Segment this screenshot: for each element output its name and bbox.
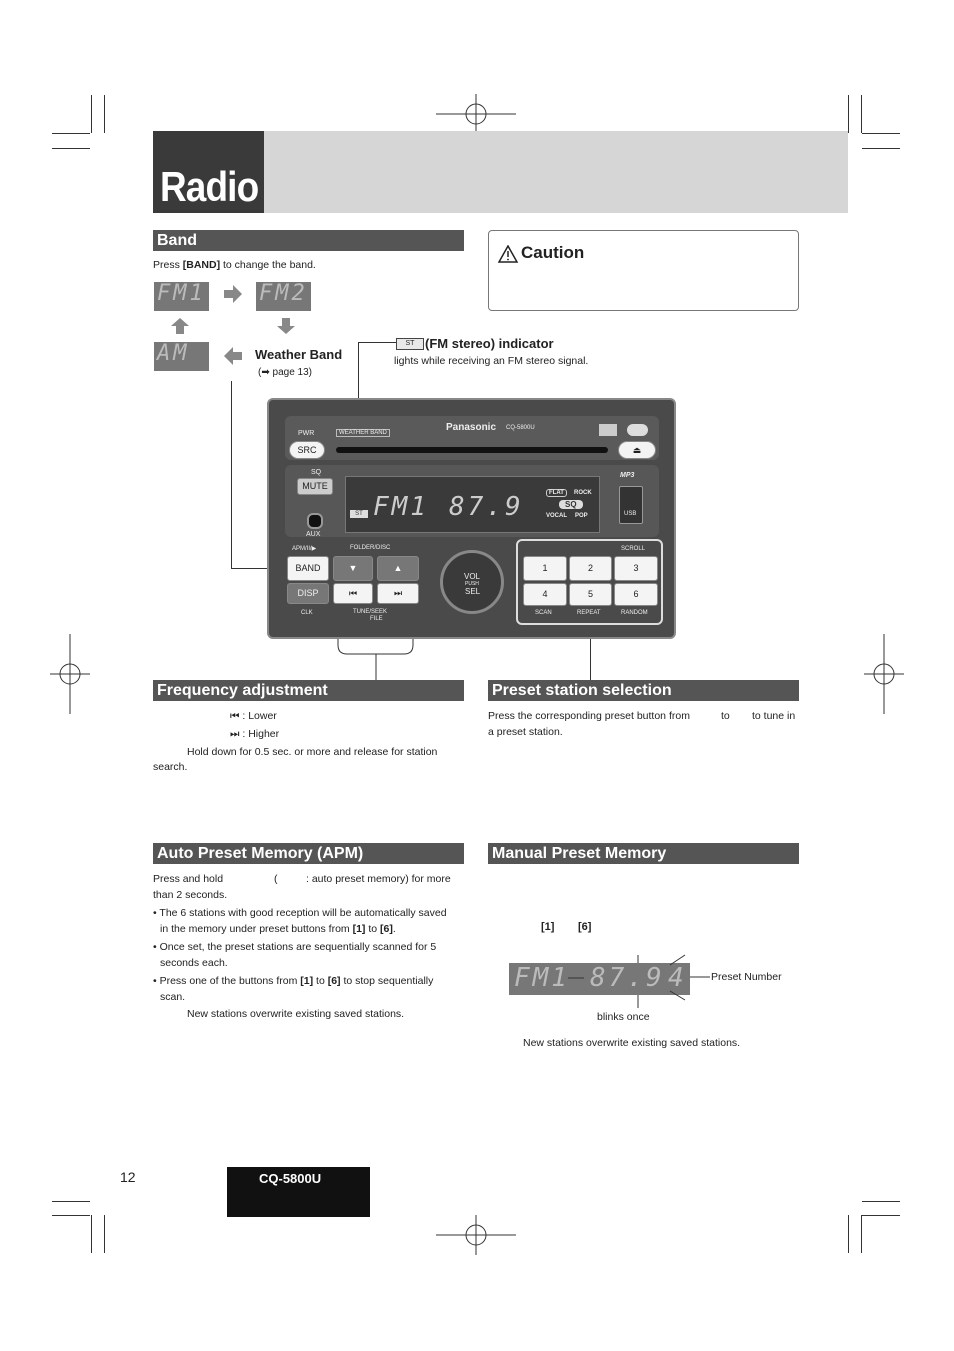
display-fm2-text: FM2 <box>259 281 308 306</box>
preset-sel-line1c: to tune in <box>752 710 796 722</box>
preset-button-6[interactable]: 6 <box>614 583 658 606</box>
apm-bullet1a: • The 6 stations with good reception will be automatically saved <box>153 907 447 919</box>
radio-lcd-freq: 87.9 <box>449 492 524 522</box>
sat-logo <box>627 424 648 436</box>
preset-button-4[interactable]: 4 <box>523 583 567 606</box>
apm-line1a: Press and hold <box>153 873 224 885</box>
weather-band-label: Weather Band <box>255 347 343 362</box>
registration-mark-top <box>436 94 516 134</box>
preset-button-2[interactable]: 2 <box>569 556 612 581</box>
disp-button[interactable]: DISP <box>287 583 329 604</box>
apm-line1c: : auto preset memory) for more <box>306 873 451 885</box>
seek-prev-button[interactable]: ⏮ <box>333 583 373 604</box>
file-label: FILE <box>370 616 383 622</box>
brand-logo: Panasonic <box>446 422 497 433</box>
seek-prev-icon: ⏮ <box>230 710 240 722</box>
apm-label: APM/II/▶ <box>292 546 317 552</box>
arrow-down-icon <box>277 318 295 334</box>
aux-label: AUX <box>306 531 321 538</box>
usb-port <box>619 486 643 524</box>
freq-lower: ⏮ : Lower <box>230 710 277 722</box>
usb-label: USB <box>624 511 637 517</box>
eq-flat: FLAT <box>546 489 567 497</box>
apm-line2: than 2 seconds. <box>153 889 228 901</box>
manual-key-1: [1] <box>541 921 555 933</box>
arrow-up-icon <box>171 318 189 334</box>
random-label: RANDOM <box>621 610 648 616</box>
preset-sel-line1a: Press the corresponding preset button from <box>488 710 690 722</box>
mute-button[interactable]: MUTE <box>297 478 333 495</box>
preset-sel-line1b: to <box>721 710 730 722</box>
model-footer: CQ-5800U <box>259 1171 322 1186</box>
push-label: PUSH <box>465 581 479 587</box>
arrow-right-icon: ➡ <box>261 367 273 378</box>
manual-lcd-preset: 4 <box>668 963 687 993</box>
cd-logo <box>599 424 617 436</box>
apm-bullet2b: seconds each. <box>160 957 228 969</box>
weather-band-btn-label: WEATHER BAND <box>336 429 390 437</box>
eq-rock: ROCK <box>574 490 592 496</box>
preset-number-label: Preset Number <box>711 971 782 983</box>
aux-jack <box>307 513 323 529</box>
apm-note: New stations overwrite existing saved stations. <box>187 1008 405 1020</box>
preset-selection-heading: Preset station selection <box>488 680 799 701</box>
arrow-right-icon <box>224 285 242 303</box>
blinks-label: blinks once <box>597 1011 650 1023</box>
display-fm1-text: FM1 <box>157 281 206 306</box>
registration-mark-right <box>864 634 904 714</box>
scan-label: SCAN <box>535 610 552 616</box>
manual-lcd-band: FM1 <box>514 963 570 993</box>
registration-mark-bottom <box>436 1215 516 1255</box>
st-indicator-label: (FM stereo) indicator <box>425 336 554 351</box>
vol-label: VOL <box>464 572 481 581</box>
band-intro: Press [BAND] to change the band. <box>153 259 316 271</box>
display-am-text: AM <box>157 341 190 366</box>
clk-label: CLK <box>301 610 313 616</box>
apm-bullet3b: scan. <box>160 991 186 1003</box>
scroll-label: SCROLL <box>621 546 646 552</box>
eq-pop: POP <box>575 513 588 519</box>
pwr-label: PWR <box>298 430 315 437</box>
sel-label: SEL <box>465 587 481 596</box>
freq-higher: ⏭ : Higher <box>230 728 280 740</box>
manual-key-6: [6] <box>578 921 592 933</box>
preset-sel-line2: a preset station. <box>488 726 563 738</box>
arrow-left-icon <box>224 347 242 365</box>
page-number: 12 <box>120 1169 136 1185</box>
freq-note-1: Hold down for 0.5 sec. or more and release for station <box>187 746 438 758</box>
folder-up-button[interactable]: ▲ <box>377 556 419 581</box>
blink-lines <box>560 953 710 1008</box>
registration-mark-left <box>50 634 90 714</box>
folder-disc-label: FOLDER/DISC <box>350 545 391 551</box>
manual-note: New stations overwrite existing saved stations. <box>523 1037 741 1049</box>
eq-sq: SQ <box>559 500 583 509</box>
apm-bullet1b: in the memory under preset buttons from [1] to [6]. <box>160 923 396 935</box>
seek-next-icon: ⏭ <box>230 728 240 740</box>
radio-lcd-band: FM1 <box>373 492 429 522</box>
tune-seek-label: TUNE/SEEK <box>353 609 388 615</box>
sq-label: SQ <box>311 469 322 476</box>
manual-heading: Manual Preset Memory <box>488 843 799 864</box>
eject-button[interactable]: ⏏ <box>618 441 656 459</box>
caution-title: Caution <box>521 243 585 262</box>
page-title: Radio <box>160 163 259 210</box>
radio-model: CQ-5800U <box>506 425 535 431</box>
apm-heading: Auto Preset Memory (APM) <box>153 843 464 864</box>
lcd-st-badge: ST <box>350 510 368 518</box>
warning-icon <box>498 245 518 263</box>
preset-button-3[interactable]: 3 <box>614 556 658 581</box>
manual-lcd-freq: 87.9 <box>590 963 665 993</box>
apm-line1b: ( <box>274 873 278 885</box>
apm-bullet3a: • Press one of the buttons from [1] to [6] to stop sequentially <box>153 975 434 987</box>
st-badge: ST <box>396 338 424 350</box>
weather-band-ref: (➡ page 13) <box>258 367 313 378</box>
apm-bullet2a: • Once set, the preset stations are sequentially scanned for 5 <box>153 941 437 953</box>
band-button[interactable]: BAND <box>287 556 329 581</box>
seek-next-button[interactable]: ⏭ <box>377 583 419 604</box>
frequency-heading: Frequency adjustment <box>153 680 464 701</box>
callout-line-band-v <box>231 381 232 568</box>
mp3-label: MP3 <box>620 472 635 479</box>
repeat-label: REPEAT <box>577 610 601 616</box>
freq-note-2: search. <box>153 761 188 773</box>
src-button[interactable]: SRC <box>289 441 325 459</box>
band-heading: Band <box>153 230 464 251</box>
st-indicator-desc: lights while receiving an FM stereo signal. <box>394 355 589 367</box>
preset-button-5[interactable]: 5 <box>569 583 612 606</box>
callout-line-st <box>358 342 396 343</box>
preset-button-1[interactable]: 1 <box>523 556 567 581</box>
folder-down-button[interactable]: ▼ <box>333 556 373 581</box>
disc-slot <box>336 447 608 453</box>
eq-vocal: VOCAL <box>546 513 567 519</box>
